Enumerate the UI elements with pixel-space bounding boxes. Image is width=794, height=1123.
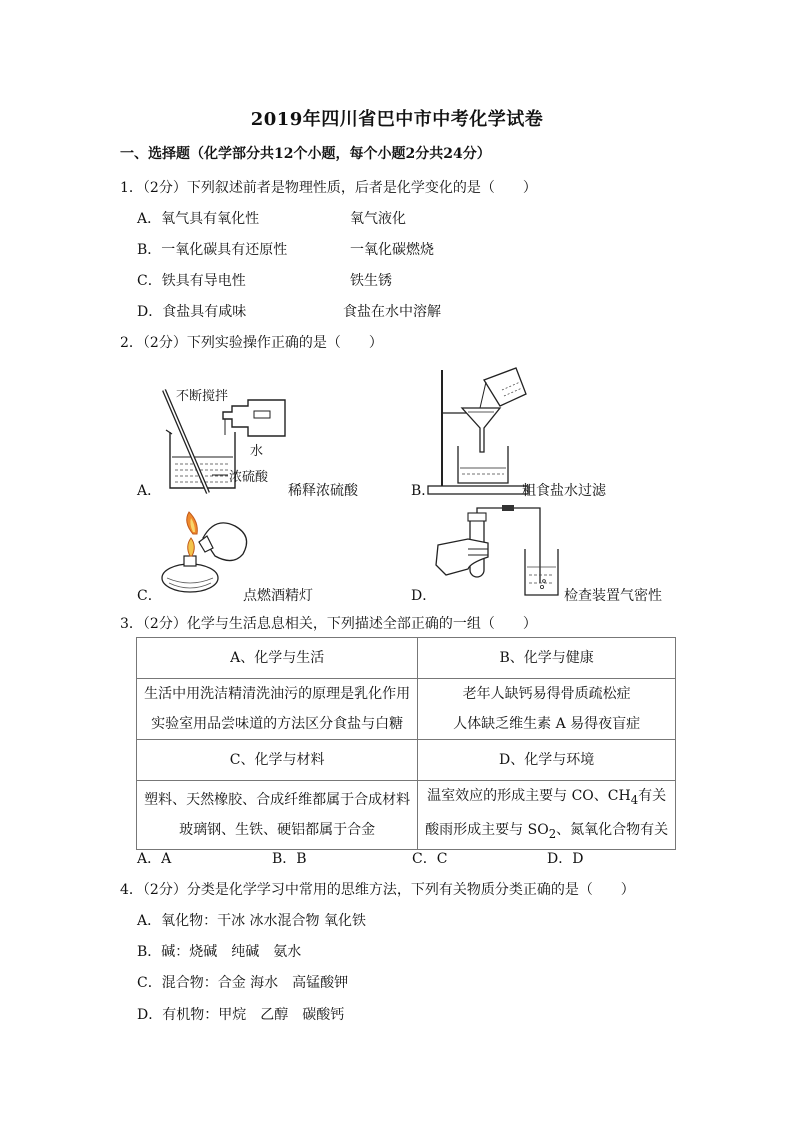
- q2-option-c-letter: C．: [137, 588, 162, 604]
- question-3-stem: 3．（2分）化学与生活息息相关，下列描述全部正确的一组（ ）: [120, 616, 537, 632]
- q3-d-line1-sub: 4: [630, 792, 639, 807]
- q1-option-d-right: 食盐在水中溶解: [343, 304, 441, 320]
- q4-option-b: B．碱：烧碱 纯碱 氨水: [137, 944, 302, 960]
- q3-answer-c: C．C: [412, 851, 448, 867]
- q3-d-line1-text: 温室效应的形成主要与 CO、CH: [427, 788, 631, 804]
- q3-a-line1: 生活中用洗洁精清洗油污的原理是乳化作用: [144, 686, 411, 702]
- page-title: 2019年四川省巴中市中考化学试卷: [250, 109, 544, 130]
- q4-option-a: A．氧化物：干冰 冰水混合物 氧化铁: [137, 913, 367, 929]
- q3-d-line2-text: 酸雨形成主要与 SO: [425, 821, 549, 838]
- q3-b-body: [418, 679, 676, 740]
- q3-d-line2: [422, 815, 671, 849]
- q4-option-c: C．混合物：合金 海水 高锰酸钾: [137, 975, 349, 991]
- q3-answer-b: B．B: [272, 851, 307, 867]
- alcohol-lamp-diagram: [155, 508, 255, 598]
- q3-c-body: [137, 781, 418, 850]
- section-heading: 一、选择题（化学部分共12个小题，每个小题2分共24分）: [120, 146, 491, 162]
- q3-d-body: [418, 781, 676, 850]
- q4-option-d: D．有机物：甲烷 乙醇 碳酸钙: [137, 1007, 345, 1023]
- q3-answer-a: A．A: [137, 851, 172, 867]
- q3-d-line1: [422, 781, 671, 815]
- q2-option-c-caption: 点燃酒精灯: [243, 588, 313, 604]
- q3-d-line2-sub: 2: [548, 826, 557, 841]
- q3-d-line1-tail: 有关: [638, 788, 667, 804]
- q1-option-c-right: 铁生锈: [350, 273, 392, 289]
- q3-c-line2: 玻璃钢、生铁、硬铝都属于合金: [179, 821, 376, 838]
- q3-b-line2: 人体缺乏维生素 A 易得夜盲症: [453, 716, 641, 732]
- q1-option-d: D．食盐具有咸味: [137, 304, 247, 320]
- q2-option-d-letter: D．: [411, 588, 437, 604]
- stir-label: 不断搅拌: [176, 389, 229, 404]
- q1-option-c: C．铁具有导电性: [137, 273, 246, 289]
- q3-b-line1: 老年人缺钙易得骨质疏松症: [462, 686, 631, 702]
- q3-table: [136, 637, 676, 850]
- q2-option-a-caption: 稀释浓硫酸: [288, 483, 358, 499]
- airtight-check-diagram: [430, 505, 565, 600]
- q1-option-a: A．氧气具有氧化性: [137, 211, 260, 227]
- q1-option-a-right: 氧气液化: [350, 211, 406, 227]
- q3-d-line2-tail: 、氮氧化合物有关: [556, 821, 669, 838]
- water-label: 水: [250, 444, 264, 459]
- q3-a-line2: 实验室用品尝味道的方法区分食盐与白糖: [151, 716, 404, 732]
- q3-b-head: B、化学与健康: [418, 638, 676, 679]
- q1-option-b: B．一氧化碳具有还原性: [137, 242, 288, 258]
- q3-a-head: A、化学与生活: [137, 638, 418, 679]
- q2-option-d-caption: 检查装置气密性: [564, 588, 662, 604]
- q2-option-a-letter: A．: [137, 483, 162, 499]
- question-4-stem: 4．（2分）分类是化学学习中常用的思维方法，下列有关物质分类正确的是（ ）: [120, 882, 635, 898]
- question-2-stem: 2．（2分）下列实验操作正确的是（ ）: [120, 335, 383, 351]
- q3-c-head: C、化学与材料: [137, 740, 418, 781]
- q2-option-b-caption: 粗食盐水过滤: [522, 483, 606, 499]
- q3-a-body: [137, 679, 418, 740]
- q1-option-b-right: 一氧化碳燃烧: [350, 242, 434, 258]
- filtration-diagram: [420, 368, 550, 498]
- acid-label: 浓硫酸: [229, 470, 269, 485]
- q3-answer-d: D．D: [547, 851, 584, 867]
- question-1-stem: 1．（2分）下列叙述前者是物理性质，后者是化学变化的是（ ）: [120, 180, 537, 196]
- q3-c-line1: 塑料、天然橡胶、合成纤维都属于合成材料: [144, 791, 411, 808]
- q2-option-b-letter: B．: [411, 483, 436, 499]
- q3-d-head: D、化学与环境: [418, 740, 676, 781]
